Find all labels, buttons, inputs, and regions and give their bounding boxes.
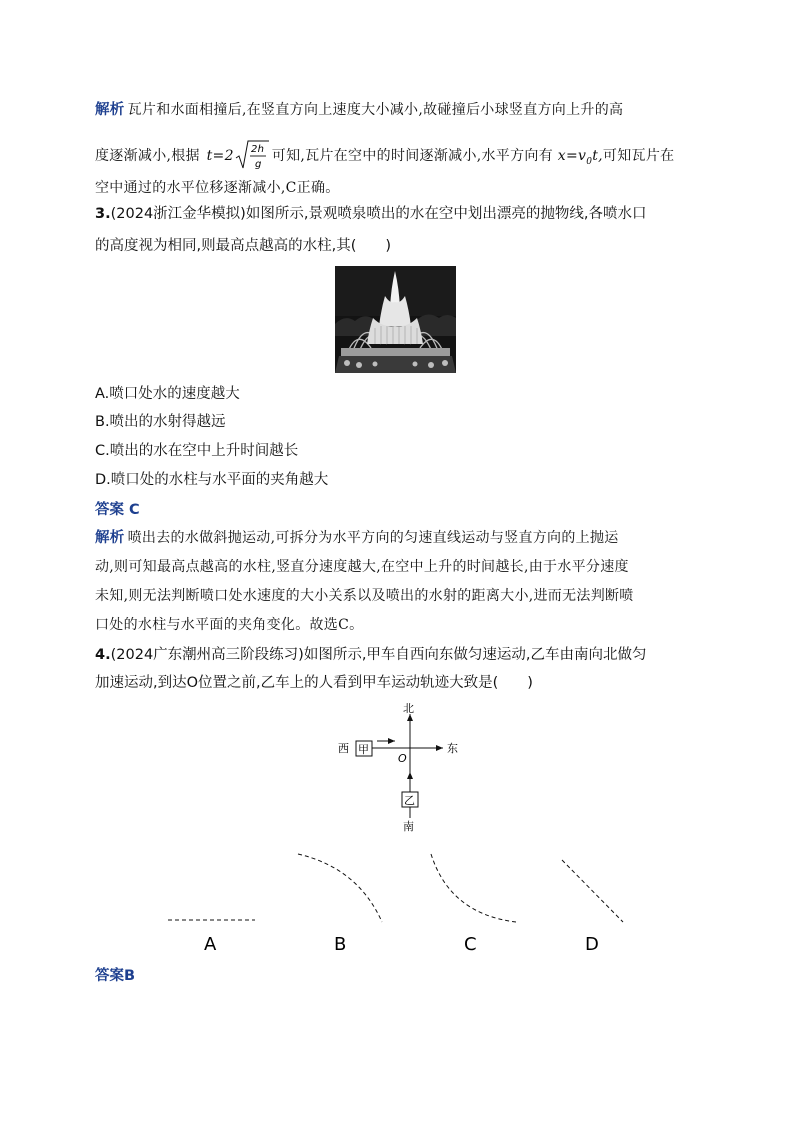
time-formula: t=2 2h g <box>207 139 270 173</box>
choice-c-label[interactable]: C <box>464 934 477 955</box>
q3-stem-line-2: 的高度视为相同,则最高点越高的水柱,其( ) <box>95 238 392 254</box>
q3-analysis-line-2: 动,则可知最高点越高的水柱,竖直分速度越大,在空中上升的时间越长,由于水平分速度 <box>95 559 629 575</box>
south-label: 南 <box>403 820 414 833</box>
q4-stem-line-2: 加速运动,到达O位置之前,乙车上的人看到甲车运动轨迹大致是( ) <box>95 675 533 691</box>
analysis-label: 解析 <box>95 102 125 118</box>
origin-label: O <box>398 752 407 765</box>
q3-answer: 答案 C <box>95 502 140 518</box>
choice-d-path <box>562 860 623 922</box>
choice-a-label[interactable]: A <box>204 934 217 955</box>
trajectory-choices <box>150 848 640 958</box>
fountain-photo <box>335 266 456 373</box>
q3-stem-line-1: 3.(2024浙江金华模拟)如图所示,景观喷泉喷出的水在空中划出漂亮的抛物线,各喷水口 <box>95 206 647 222</box>
q4-answer: 答案B <box>95 968 136 984</box>
prev-analysis-line-1: 解析 瓦片和水面相撞后,在竖直方向上速度大小减小,故碰撞后小球竖直方向上升的高 <box>95 102 624 118</box>
prev-analysis-line-2: 度逐渐减小,根据 t=2 2h g 可知,瓦片在空中的时间逐渐减小,水平方向有 $x=v_0t$,可知瓦片在 <box>95 139 674 173</box>
displacement-formula: $x=v_0t$, <box>557 148 603 167</box>
q3-option-a[interactable]: A.喷口处水的速度越大 <box>95 386 240 402</box>
q3-option-c[interactable]: C.喷出的水在空中上升时间越长 <box>95 443 299 459</box>
q3-analysis-line-1: 解析 喷出去的水做斜抛运动,可拆分为水平方向的匀速直线运动与竖直方向的上抛运 <box>95 530 619 546</box>
formula-denominator: g <box>254 159 262 170</box>
q3-analysis-line-3: 未知,则无法判断喷口处水速度的大小关系以及喷出的水射的距离大小,进而无法判断喷 <box>95 588 634 604</box>
choice-c-path <box>431 854 516 922</box>
choice-b-path <box>298 854 382 922</box>
prev-analysis-line-3: 空中通过的水平位移逐渐减小,C正确。 <box>95 180 340 196</box>
car-a-label: 甲 <box>358 743 369 756</box>
q3-option-b[interactable]: B.喷出的水射得越远 <box>95 414 226 430</box>
formula-numerator: 2h <box>250 144 265 155</box>
q3-number: 3. <box>95 206 111 222</box>
compass-diagram <box>330 700 470 836</box>
car-b-label: 乙 <box>404 794 415 807</box>
q4-stem-line-1: 4.(2024广东潮州高三阶段练习)如图所示,甲车自西向东做匀速运动,乙车由南向北做匀 <box>95 647 647 663</box>
choice-b-label[interactable]: B <box>334 934 347 955</box>
q3-analysis-label: 解析 <box>95 530 125 546</box>
q4-number: 4. <box>95 647 111 663</box>
sqrt-fraction <box>234 139 270 173</box>
north-label: 北 <box>403 702 414 715</box>
q3-option-d[interactable]: D.喷口处的水柱与水平面的夹角越大 <box>95 472 329 488</box>
q3-analysis-line-4: 口处的水柱与水平面的夹角变化。故选C。 <box>95 617 364 633</box>
choice-d-label[interactable]: D <box>585 934 599 955</box>
west-label: 西 <box>338 742 349 755</box>
east-label: 东 <box>447 742 458 755</box>
